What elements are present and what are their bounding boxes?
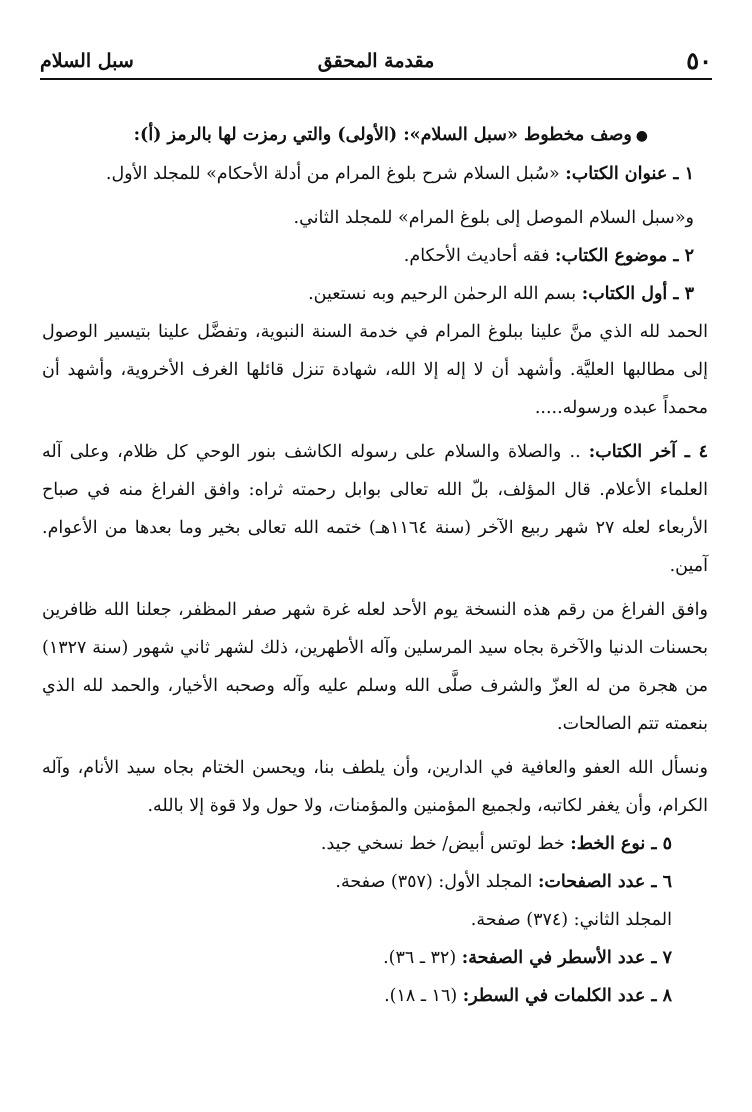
item-page-count <box>42 863 708 901</box>
item-text: .. والصلاة والسلام على رسوله الكاشف بنور الوحي كل ظلام، وعلى آله العلماء الأعلام. قال المؤلف، بلّ الله تعالى بوابل رحمته ثراه: وافق الفراغ منه في صباح الأربعاء لعله ٢٧ شهر ربيع الآخر (سنة ١١٦٤هـ) ختمه الله تعالى بخير وما بعدها من الأعوام. آمين. <box>42 442 708 576</box>
item-script-type <box>42 825 708 863</box>
item-label: ٧ ـ عدد الأسطر في الصفحة: <box>461 948 672 968</box>
item-label: ٥ ـ نوع الخط: <box>570 834 672 854</box>
item-text: خط لوتس أبيض/ خط نسخي جيد. <box>320 834 565 854</box>
item-text: (٣٢ ـ ٣٦). <box>383 948 457 968</box>
item-label: ٤ ـ آخر الكتاب: <box>588 442 708 462</box>
item-text: المجلد الأول: (٣٥٧) صفحة. <box>335 872 533 892</box>
item-text: بسم الله الرحمٰن الرحيم وبه نستعين. <box>308 284 577 304</box>
item-label: ٦ ـ عدد الصفحات: <box>537 872 672 892</box>
item-label: ٨ ـ عدد الكلمات في السطر: <box>462 986 672 1006</box>
beginning-paragraph: الحمد لله الذي منَّ علينا ببلوغ المرام في خدمة السنة النبوية، وتفضَّل علينا بتيسير الوصول إلى مطالبها العليَّة. وأشهد أن لا إله إلا الله، شهادة تنزل قائلها الغرف الأخروية، وأشهد أن محمداً عبده ورسوله..... <box>42 322 708 418</box>
item-text: «سُبل السلام شرح بلوغ المرام من أدلة الأحكام» للمجلد الأول. <box>105 164 560 184</box>
book-title: سبل السلام <box>40 50 134 72</box>
section-heading-text: وصف مخطوط «سبل السلام»: (الأولى) والتي رمزت لها بالرمز (أ): <box>133 125 632 145</box>
item-beginning <box>42 275 708 313</box>
page-body <box>42 116 708 1015</box>
item-subject <box>42 237 708 275</box>
section-heading <box>42 116 708 155</box>
item-ending <box>42 433 708 585</box>
page-number: ٥٠ <box>686 46 712 75</box>
item-lines-per-page <box>42 939 708 977</box>
supplication-paragraph: ونسأل الله العفو والعافية في الدارين، وأن يلطف بنا، ويحسن الختام بجاه سيد الأنام، وآله الكرام، وأن يغفر لكاتبه، ولجميع المؤمنين والمؤمنات، ولا حول ولا قوة إلا بالله. <box>42 758 708 816</box>
item-text: (١٦ ـ ١٨). <box>384 986 458 1006</box>
item-page-count-volume2: المجلد الثاني: (٣٧٤) صفحة. <box>470 910 672 930</box>
copy-completion-paragraph: وافق الفراغ من رقم هذه النسخة يوم الأحد لعله غرة شهر صفر المظفر، جعلنا الله ظافرين بحسنات الدنيا والآخرة بجاه سيد المرسلين وآله الأطهرين، ذلك لشهر ثاني شهور (سنة ١٣٢٧) من هجرة من له العزّ والشرف صلَّى الله وسلم عليه وآله وصحبه الأخيار، والحمد لله الذي بنعمته تتم الصالحات. <box>42 600 708 734</box>
item-label: ١ ـ عنوان الكتاب: <box>565 164 694 184</box>
item-title <box>42 155 708 193</box>
item-label: ٣ ـ أول الكتاب: <box>581 284 694 304</box>
item-label: ٢ ـ موضوع الكتاب: <box>555 246 694 266</box>
item-title-volume2: و«سبل السلام الموصل إلى بلوغ المرام» للمجلد الثاني. <box>293 208 694 228</box>
bullet-icon: ● <box>635 128 648 144</box>
item-text: فقه أحاديث الأحكام. <box>403 246 550 266</box>
page-header <box>40 44 712 80</box>
item-words-per-line <box>42 977 708 1015</box>
chapter-title: مقدمة المحقق <box>317 50 435 72</box>
